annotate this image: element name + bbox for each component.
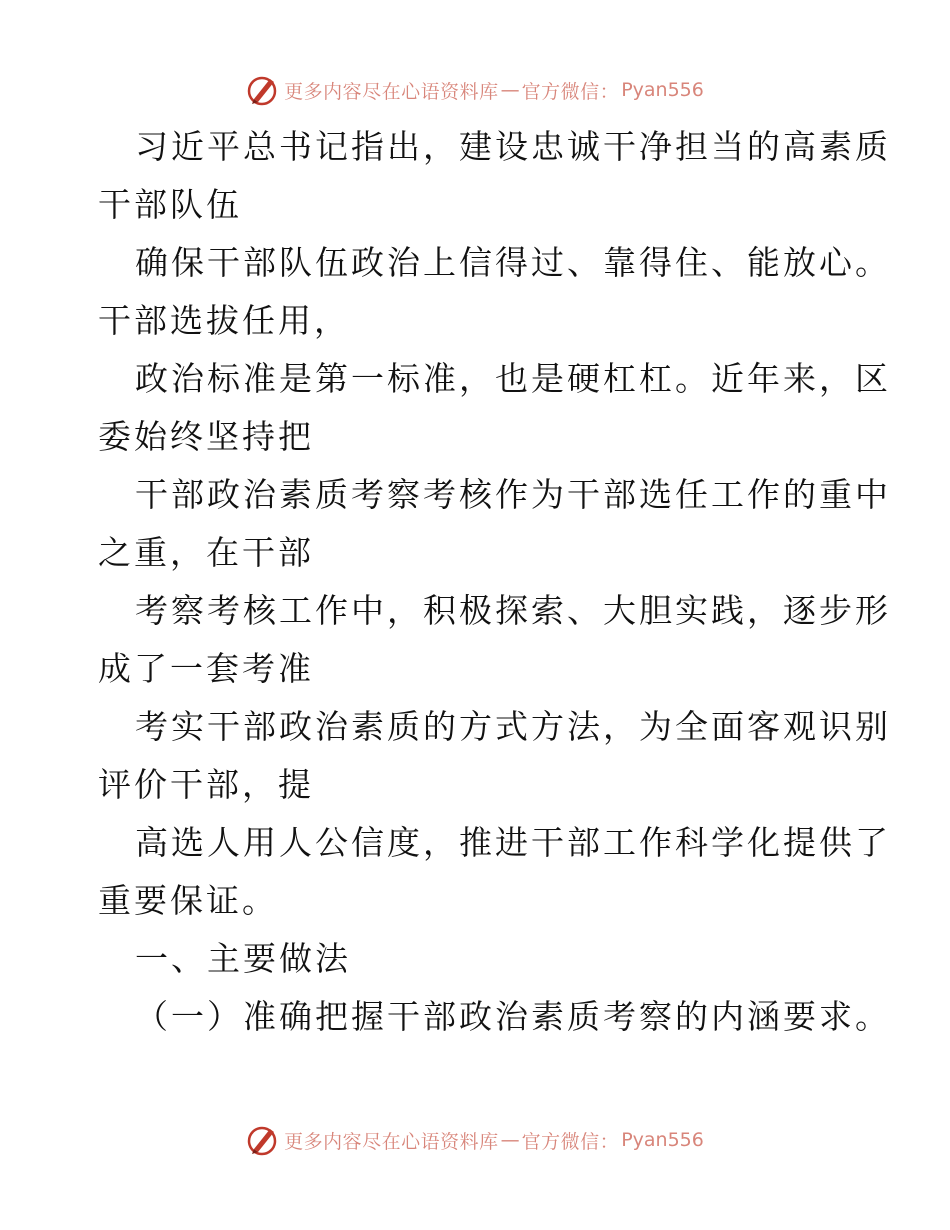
watermark-dash: — — [500, 1129, 520, 1151]
paragraph-line: 确保干部队伍政治上信得过、靠得住、能放心。 — [135, 243, 891, 282]
paragraph-7 — [98, 814, 891, 930]
watermark-wechat-id: Pyan556 — [621, 1129, 704, 1151]
pen-logo-icon — [246, 73, 280, 107]
paragraph-line: 考实干部政治素质的方式方法，为全面客观识别 — [135, 707, 891, 746]
paragraph-line: 考察考核工作中，积极探索、大胆实践，逐步形 — [135, 591, 891, 630]
pen-logo-icon — [246, 1123, 280, 1157]
paragraph-line: 重要保证。 — [98, 881, 278, 920]
watermark-text: 更多内容尽在心语资料库 — [284, 80, 499, 103]
watermark-wechat-id: Pyan556 — [621, 79, 704, 101]
watermark-text: 更多内容尽在心语资料库 — [284, 1130, 499, 1153]
watermark-header — [0, 70, 950, 110]
paragraph-line: 委始终坚持把 — [98, 417, 314, 456]
paragraph-line: 习近平总书记指出，建设忠诚干净担当的高素质 — [135, 127, 891, 166]
paragraph-2 — [98, 234, 891, 350]
paragraph-4 — [98, 466, 891, 582]
paragraph-3 — [98, 350, 891, 466]
watermark-wechat-label: 官方微信： — [521, 1130, 620, 1153]
watermark-footer — [0, 1120, 950, 1160]
paragraph-line: 之重，在干部 — [98, 533, 314, 572]
paragraph-line: 政治标准是第一标准，也是硬杠杠。近年来，区 — [135, 359, 891, 398]
paragraph-1 — [98, 118, 891, 234]
section-heading: 一、主要做法 — [135, 939, 351, 978]
paragraph-line: 干部政治素质考察考核作为干部选任工作的重中 — [135, 475, 891, 514]
paragraph-line: 成了一套考准 — [98, 649, 314, 688]
paragraph-5 — [98, 582, 891, 698]
paragraph-6 — [98, 698, 891, 814]
paragraph-line: 高选人用人公信度，推进干部工作科学化提供了 — [135, 823, 891, 862]
watermark-wechat-label: 官方微信： — [521, 80, 620, 103]
document-body — [98, 118, 891, 1046]
paragraph-line: 干部选拔任用， — [98, 301, 350, 340]
subsection-heading: （一）准确把握干部政治素质考察的内涵要求。 — [135, 997, 891, 1036]
paragraph-line: 干部队伍 — [98, 185, 242, 224]
paragraph-line: 评价干部，提 — [98, 765, 314, 804]
watermark-dash: — — [500, 79, 520, 101]
